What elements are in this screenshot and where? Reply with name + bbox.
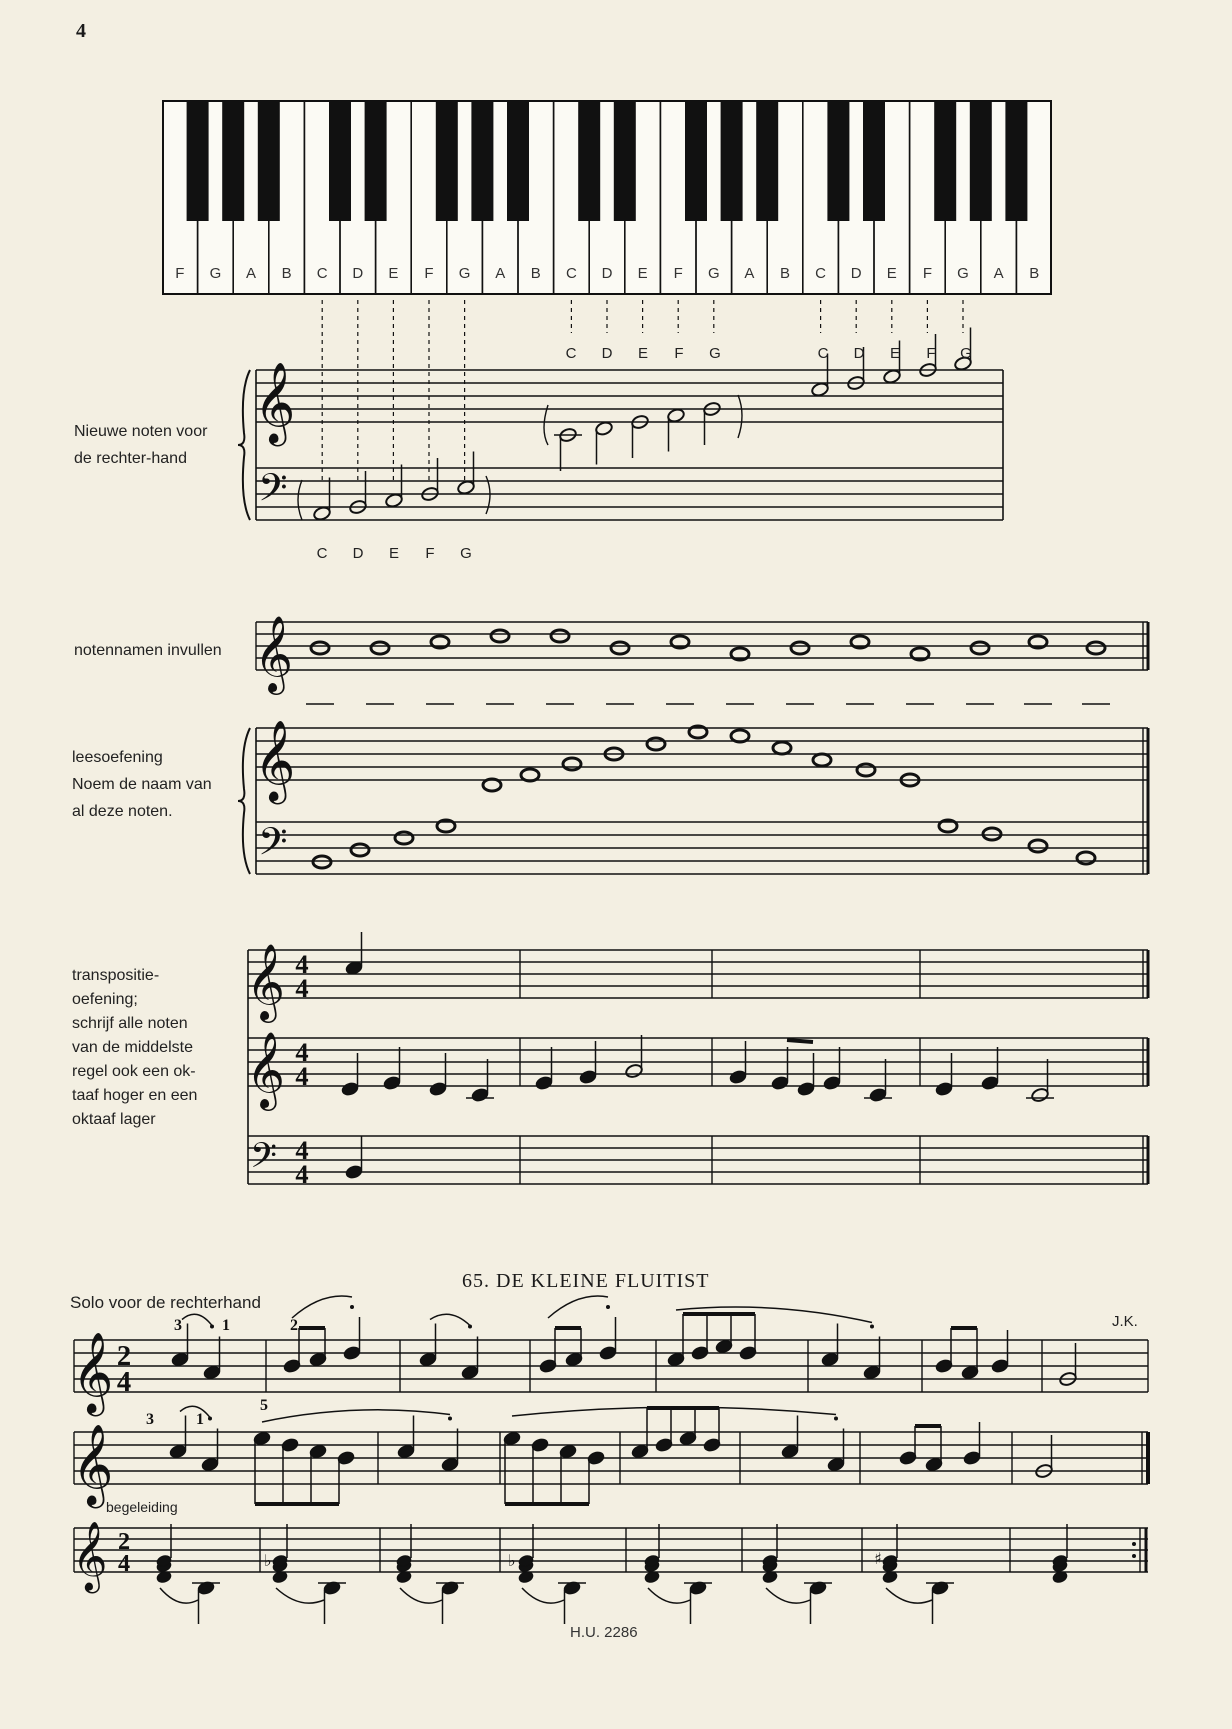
staccato-dot — [448, 1417, 452, 1421]
white-key-label: G — [957, 265, 969, 282]
white-key-label: C — [565, 265, 577, 282]
fill-in-label: notennamen invullen — [74, 642, 222, 659]
reading-note — [313, 856, 331, 868]
reading-note — [773, 742, 791, 754]
reading-note — [521, 769, 539, 781]
melody-quarter-note — [981, 1075, 1000, 1091]
white-key-label: A — [744, 265, 755, 282]
reading-note — [395, 832, 413, 844]
page-number: 4 — [76, 20, 86, 42]
white-key-label: C — [316, 265, 328, 282]
half-note — [313, 506, 332, 522]
bass-clef: 𝄢 — [258, 819, 288, 873]
half-note — [811, 382, 830, 398]
white-key-label: F — [922, 265, 932, 282]
treble-staff-middle — [248, 1038, 1148, 1086]
brace — [238, 370, 250, 520]
note-letter: E — [889, 345, 901, 362]
transposition-label-line: oktaaf lager — [72, 1111, 156, 1128]
bracket-close — [486, 476, 490, 514]
quarter-note — [827, 1457, 846, 1473]
whole-note — [551, 630, 569, 642]
slur — [522, 1588, 564, 1603]
note-letter: D — [853, 345, 865, 362]
staccato-dot — [606, 1305, 610, 1309]
white-key-label: D — [850, 265, 862, 282]
fingering: 3 — [174, 1317, 182, 1334]
transposition-label-line: oefening; — [72, 991, 138, 1008]
note-letter: F — [425, 545, 435, 562]
reading-note — [983, 828, 1001, 840]
melody-quarter-note — [341, 1081, 360, 1097]
transposition-label-line: schrijf alle noten — [72, 1015, 188, 1032]
white-key-label: F — [175, 265, 185, 282]
bracket-close — [738, 395, 742, 438]
reading-note — [857, 764, 875, 776]
slur — [886, 1588, 932, 1603]
reading-note — [563, 758, 581, 770]
half-note — [385, 493, 404, 509]
staccato-dot — [350, 1305, 354, 1309]
time-signature-bottom: 4 — [295, 1061, 309, 1091]
reading-label — [72, 744, 212, 825]
white-key-label: B — [1029, 265, 1040, 282]
slur — [292, 1296, 352, 1318]
fingering: 1 — [222, 1317, 230, 1334]
reading-label-line: al deze noten. — [72, 803, 173, 820]
reading-label-line: Noem de naam van — [72, 776, 212, 793]
quarter-note — [599, 1345, 618, 1361]
time-signature-top: 4 — [295, 1037, 309, 1067]
whole-note — [611, 642, 629, 654]
note-letter: C — [565, 345, 577, 362]
quarter-note — [441, 1457, 460, 1473]
note-letter: E — [388, 545, 400, 562]
note-letter: E — [637, 345, 649, 362]
quarter-note — [991, 1358, 1010, 1374]
note-letter: C — [817, 345, 829, 362]
quarter-note — [419, 1352, 438, 1368]
treble-staff-new-notes — [256, 370, 1003, 422]
reading-note — [1077, 852, 1095, 864]
note-letter: D — [352, 545, 364, 562]
time-signature-bottom: 4 — [295, 973, 309, 1003]
melody-quarter-note — [383, 1075, 402, 1091]
time-signature-bottom: 4 — [116, 1367, 132, 1398]
slur — [766, 1588, 810, 1603]
bass-staff-new-notes — [256, 468, 1003, 520]
melody-quarter-note — [471, 1087, 490, 1103]
white-key-label: E — [388, 265, 399, 282]
whole-note — [1087, 642, 1105, 654]
example-note — [345, 1164, 364, 1180]
slur — [648, 1588, 690, 1603]
transposition-label-line: transpositie- — [72, 967, 160, 984]
slur — [262, 1410, 450, 1422]
melody-half-note — [625, 1063, 644, 1079]
half-note — [883, 369, 902, 385]
piece-subtitle: Solo voor de rechterhand — [70, 1293, 261, 1312]
quarter-note — [343, 1345, 362, 1361]
slur — [276, 1588, 324, 1603]
note-letter: C — [316, 545, 328, 562]
footer-code: H.U. 2286 — [570, 1624, 638, 1641]
half-note — [457, 480, 476, 496]
flat-sign: ♭ — [264, 1551, 272, 1570]
white-key-label: D — [352, 265, 364, 282]
staccato-dot — [870, 1325, 874, 1329]
reading-note — [813, 754, 831, 766]
whole-note — [971, 642, 989, 654]
melody-quarter-note — [429, 1081, 448, 1097]
quarter-note — [397, 1444, 416, 1460]
melody-quarter-note — [729, 1069, 748, 1085]
half-note — [595, 421, 614, 437]
white-key-label: B — [530, 265, 541, 282]
white-key-label: C — [815, 265, 827, 282]
reading-note — [351, 844, 369, 856]
white-key-label: E — [886, 265, 897, 282]
staccato-dot — [834, 1417, 838, 1421]
treble-clef: 𝄞 — [254, 361, 296, 443]
solo-staff-line2 — [74, 1432, 1148, 1484]
treble-clef: 𝄞 — [254, 615, 294, 692]
reading-label-line: leesoefening — [72, 749, 163, 766]
note-letter: F — [674, 345, 684, 362]
quarter-note — [461, 1365, 480, 1381]
white-key-label: D — [601, 265, 613, 282]
whole-note — [311, 642, 329, 654]
white-key-label: A — [245, 265, 257, 282]
repeat-dot — [1132, 1554, 1136, 1558]
reading-note — [1029, 840, 1047, 852]
time-signature-bottom: 4 — [295, 1159, 309, 1189]
bracket-open — [544, 405, 548, 445]
white-key-label: A — [495, 265, 506, 282]
new-notes-label-line: de rechter-hand — [74, 450, 187, 467]
bracket-open — [298, 480, 302, 520]
bass-clef: 𝄢 — [258, 465, 288, 519]
beam — [787, 1040, 813, 1042]
sharp-sign: ♯ — [874, 1549, 882, 1568]
reading-note — [647, 738, 665, 750]
new-notes-label — [74, 418, 207, 472]
quarter-note — [821, 1352, 840, 1368]
melody-quarter-note — [869, 1087, 888, 1103]
treble-clef: 𝄞 — [72, 1423, 114, 1505]
bass-staff-octave-down — [248, 1136, 1148, 1184]
melody-quarter-note — [935, 1081, 954, 1097]
melody-eighth-note — [771, 1075, 790, 1091]
white-key-label: E — [637, 265, 648, 282]
composer: J.K. — [1112, 1313, 1138, 1330]
time-signature-top: 4 — [295, 949, 309, 979]
transposition-label-line: taaf hoger en een — [72, 1087, 198, 1104]
time-signature-bottom: 4 — [117, 1550, 131, 1577]
note-letter: G — [460, 545, 472, 562]
fingering: 2 — [290, 1317, 298, 1334]
note-letter: D — [601, 345, 613, 362]
repeat-dot — [1132, 1542, 1136, 1546]
quarter-note — [201, 1457, 220, 1473]
whole-note — [791, 642, 809, 654]
time-signature-top: 2 — [116, 1341, 132, 1372]
bass-staff-reading — [256, 822, 1148, 874]
note-letter: G — [960, 345, 972, 362]
fingering: 3 — [146, 1411, 154, 1428]
white-key-label: F — [673, 265, 683, 282]
reading-note — [731, 730, 749, 742]
treble-clef: 𝄞 — [246, 1031, 286, 1108]
white-key-label: B — [779, 265, 791, 282]
note-letter: G — [709, 345, 721, 362]
whole-note — [491, 630, 509, 642]
quarter-note — [863, 1365, 882, 1381]
half-note — [667, 408, 686, 424]
reading-note — [483, 779, 501, 791]
transposition-label — [72, 964, 197, 1132]
melody-quarter-note — [535, 1075, 554, 1091]
melody-half-note — [1031, 1087, 1050, 1103]
treble-clef: 𝄞 — [72, 1331, 114, 1413]
white-key-label: G — [707, 265, 720, 282]
slur — [548, 1296, 608, 1318]
accompaniment-staff — [74, 1528, 1148, 1572]
white-key-label: B — [281, 265, 292, 282]
melody-quarter-note — [823, 1075, 842, 1091]
quarter-note — [781, 1444, 800, 1460]
note-letter: F — [926, 345, 936, 362]
melody-eighth-note — [797, 1081, 816, 1097]
time-signature-top: 2 — [117, 1528, 131, 1555]
white-key-label: G — [458, 265, 471, 282]
quarter-note — [171, 1352, 190, 1368]
transposition-label-line: van de middelste — [72, 1039, 193, 1056]
slur — [400, 1588, 442, 1603]
treble-clef: 𝄞 — [72, 1521, 108, 1591]
melody-quarter-note — [579, 1069, 598, 1085]
quarter-note — [963, 1450, 982, 1466]
new-notes-label-line: Nieuwe noten voor — [74, 423, 208, 440]
slur — [160, 1588, 198, 1603]
white-key-label: A — [993, 265, 1004, 282]
quarter-note — [169, 1444, 188, 1460]
piece-title: 65. DE KLEINE FLUITIST — [462, 1270, 710, 1292]
bass-clef: 𝄢 — [250, 1135, 278, 1184]
flat-sign: ♭ — [508, 1551, 516, 1570]
white-key-label: G — [209, 265, 222, 282]
fingering: 5 — [260, 1397, 268, 1414]
treble-clef: 𝄞 — [246, 943, 286, 1020]
transposition-label-line: regel ook een ok- — [72, 1063, 196, 1080]
quarter-note — [203, 1365, 222, 1381]
brace — [238, 728, 250, 874]
accompaniment-label: begeleiding — [106, 1499, 178, 1515]
whole-note — [371, 642, 389, 654]
treble-staff-octave-up — [248, 950, 1148, 998]
slur — [180, 1406, 210, 1417]
white-key-label: F — [424, 265, 434, 282]
treble-clef: 𝄞 — [254, 719, 296, 801]
fingering: 1 — [196, 1411, 204, 1428]
time-signature-top: 4 — [295, 1135, 309, 1165]
